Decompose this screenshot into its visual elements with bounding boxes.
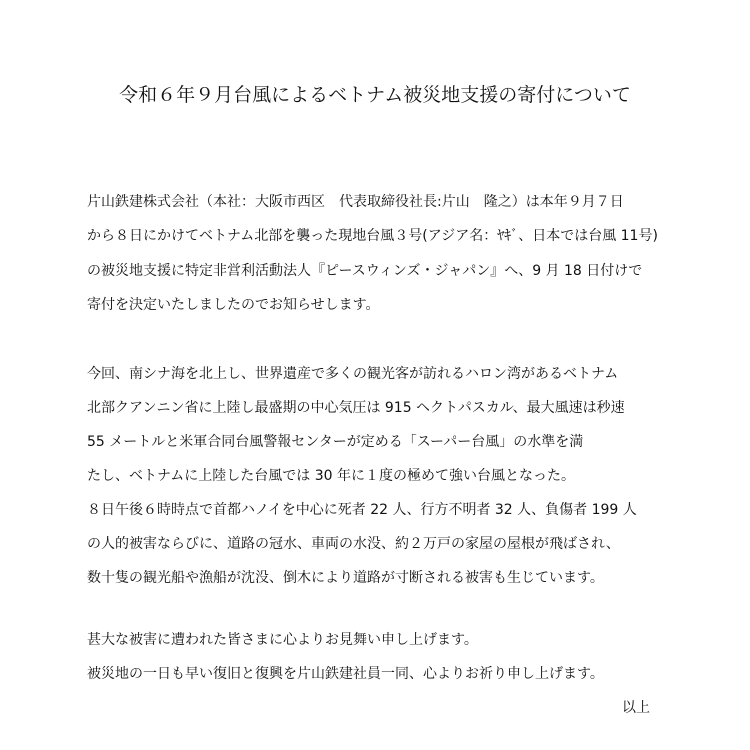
text-line: 被災地の一日も早い復旧と復興を片山鉄建社員一同、心よりお祈り申し上げます。 [87, 666, 604, 682]
text-line: 数十隻の観光船や漁船が沈没、倒木により道路が寸断される被害も生じています。 [87, 570, 604, 586]
text-line: から８日にかけてベトナム北部を襲った現地台風３号(アジア名：ﾔｷﾞ、日本では台風 11号) [87, 228, 658, 244]
text-line: の被災地支援に特定非営利活動法人『ピースウィンズ・ジャパン』へ、9 月 18 日付けで [87, 263, 643, 279]
text-line: 55 メートルと米軍合同台風警報センターが定める「スーパー台風」の水準を満 [87, 434, 584, 450]
text-line: 片山鉄建株式会社（本社：大阪市西区 代表取締役社長:片山 隆之）は本年９月７日 [87, 194, 624, 210]
text-line: ８日午後６時時点で首都ハノイを中心に死者 22 人、行方不明者 32 人、負傷者 199 人 [87, 502, 637, 518]
closing-mark: 以上 [622, 700, 650, 716]
text-line: 寄付を決定いたしましたのでお知らせします。 [87, 297, 380, 313]
document-title: 令和６年９月台風によるベトナム被災地支援の寄付について [119, 84, 631, 106]
text-line: 甚大な被害に遭われた皆さまに心よりお見舞い申し上げます。 [87, 632, 478, 648]
text-line: たし、ベトナムに上陸した台風では 30 年に１度の極めて強い台風となった。 [87, 468, 576, 484]
text-line: の人的被害ならびに、道路の冠水、車両の水没、約２万戸の家屋の屋根が飛ばされ、 [87, 536, 620, 552]
text-line: 今回、南シナ海を北上し、世界遺産で多くの観光客が訪れるハロン湾があるベトナム [87, 366, 619, 382]
text-line: 北部クアンニン省に上陸し最盛期の中心気圧は 915 ヘクトパスカル、最大風速は秒速 [87, 400, 625, 416]
